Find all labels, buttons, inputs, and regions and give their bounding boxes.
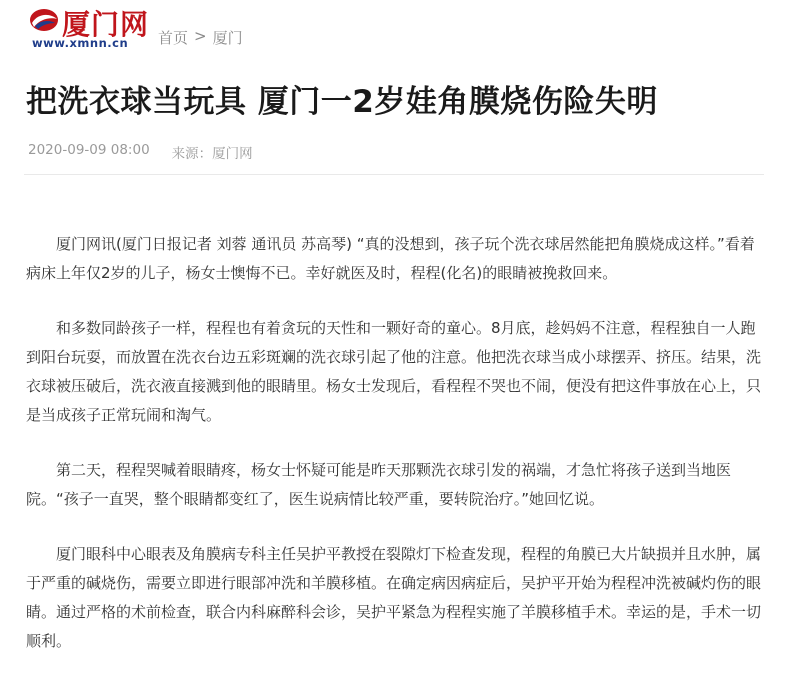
article-source: 来源：厦门网 <box>171 146 253 162</box>
logo-text[interactable]: 厦门网 <box>62 8 150 41</box>
article-paragraph: 第二天，程程哭喊着眼睛疼，杨女士怀疑可能是昨天那颗洗衣球引发的祸端，才急忙将孩子送到当地医院。“孩子一直哭，整个眼睛都变红了，医生说病情比较严重，要转院治疗。”她回忆说。 <box>26 461 732 508</box>
article-paragraph: 和多数同龄孩子一样，程程也有着贪玩的天性和一颗好奇的童心。8月底，趁妈妈不注意，程程独自一人跑到阳台玩耍，而放置在洗衣台边五彩斑斓的洗衣球引起了他的注意。他把洗衣球当成小球摆弄、挤压。结果，洗衣球被压破后，洗衣液直接溅到他的眼睛里。杨女士发现后，看程程不哭也不闹，便没有把这件事放在心上，只是当成孩子正常玩闹和淘气。 <box>26 319 762 424</box>
breadcrumb-xiamen[interactable]: 厦门 <box>212 29 243 47</box>
article-paragraph: 厦门网讯(厦门日报记者 刘蓉 通讯员 苏高琴) “真的没想到，孩子玩个洗衣球居然能把角膜烧成这样。”看着病床上年仅2岁的儿子，杨女士懊悔不已。幸好就医及时，程程(化名)的眼睛被挽救回来。 <box>26 235 755 282</box>
publish-date: 2020-09-09 08:00 <box>28 142 150 158</box>
logo-url: www.xmnn.cn <box>32 36 129 50</box>
site-header <box>0 0 788 62</box>
article-paragraph: 厦门眼科中心眼表及角膜病专科主任吴护平教授在裂隙灯下检查发现，程程的角膜已大片缺损并且水肿，属于严重的碱烧伤，需要立即进行眼部冲洗和羊膜移植。在确定病因病症后，吴护平开始为程程冲洗被碱灼伤的眼睛。通过严格的术前检查，联合内科麻醉科会诊，吴护平紧急为程程实施了羊膜移植手术。幸运的是，手术一切顺利。 <box>26 545 762 650</box>
article-title: 把洗衣球当玩具 厦门一2岁娃角膜烧伤险失明 <box>26 84 658 120</box>
divider <box>24 174 764 175</box>
logo-swirl-icon[interactable] <box>28 7 60 33</box>
article-meta <box>28 142 253 162</box>
breadcrumb-separator: > <box>194 27 207 45</box>
breadcrumb <box>158 27 243 48</box>
article-body <box>26 230 768 682</box>
breadcrumb-home[interactable]: 首页 <box>158 29 189 47</box>
